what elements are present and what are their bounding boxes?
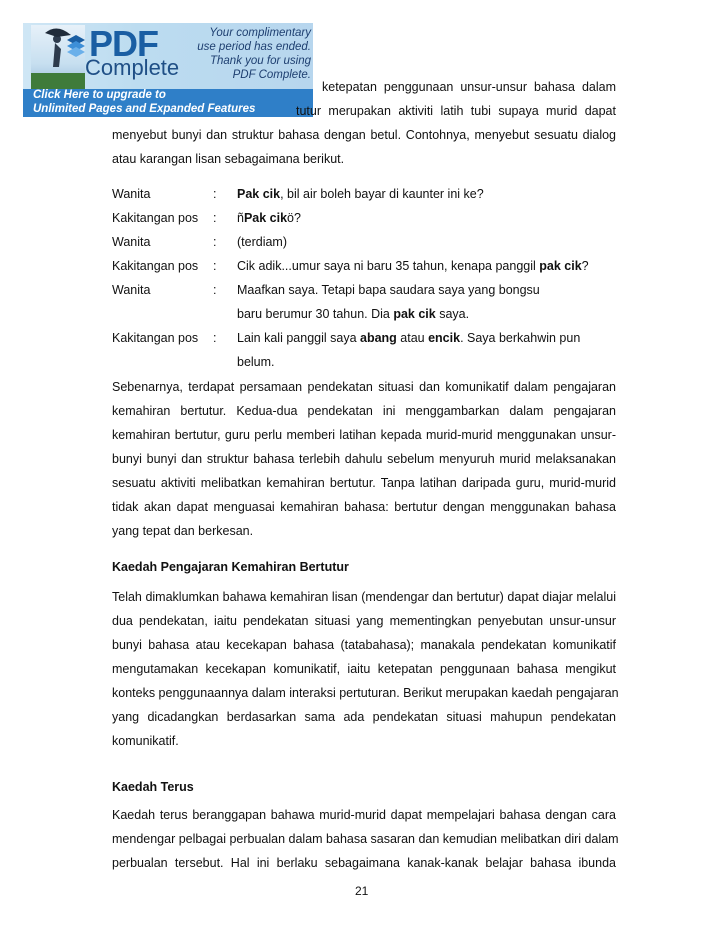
dialog-row [112,354,632,370]
text-line: mendengar pelbagai perbualan dalam bahasa sasaran dan kemudian melibatkan diri dalam [112,832,619,846]
section-heading: Kaedah Pengajaran Kemahiran Bertutur [112,560,349,574]
dialog-text [237,306,469,322]
dialog-speaker: Wanita [112,283,151,297]
dialog-text-part: Maafkan saya. Tetapi bapa saudara saya yang bongsu [237,283,540,297]
text-line: yang dicadangkan berdasarkan sama ada pendekatan situasi mahupun pendekatan [112,710,616,724]
text-line: atau karangan lisan sebagaimana berikut. [112,152,345,166]
text-line: kemahiran bertutur. Kedua-dua pendekatan ini menggambarkan dalam pengajaran [112,404,616,418]
dialog-text [237,186,484,202]
dialog-text [237,354,275,370]
dialog-row [112,210,632,226]
dialog-text-part: belum. [237,355,275,369]
text-line: Sebenarnya, terdapat persamaan pendekatan situasi dan komunikatif dalam pengajaran [112,380,616,394]
text-line: Telah dimaklumkan bahawa kemahiran lisan (mendengar dan bertutur) dapat diajar melalui [112,590,616,604]
text-line: tidak akan dapat menguasai kemahiran bahasa: bertutur dengan menggunakan bahasa [112,500,616,514]
dialog-colon: : [213,283,217,297]
dialog-emphasis: encik [428,331,461,345]
dialog-colon: : [213,331,217,345]
dialog-colon: : [213,259,217,273]
text-line: komunikatif. [112,734,179,748]
banner-header [23,23,313,95]
dialog-row [112,186,632,202]
dialog-row [112,330,632,346]
banner-message-line: PDF Complete. [232,69,311,81]
dialog-emphasis: pak cik [393,307,436,321]
text-line: dua pendekatan, iaitu pendekatan situasi yang mementingkan penyebutan unsur-unsur [112,614,616,628]
dialog-row [112,258,632,274]
dialog-text-part: (terdiam) [237,235,288,249]
dialog-text [237,330,580,346]
dialog-speaker: Kakitangan pos [112,211,199,225]
text-line: kemahiran bertutur, guru perlu memberi latihan kepada murid-murid menggunakan unsur- [112,428,616,442]
dialog-emphasis: abang [360,331,397,345]
dialog-text-part: ? [581,259,589,273]
pdf-logo-icon [65,33,87,64]
pdf-complete-banner[interactable] [23,23,313,117]
text-line: konteks penggunaannya dalam interaksi pertuturan. Berikut merupakan kaedah pengajaran [112,686,619,700]
banner-message [183,26,311,82]
dialog-text-part: baru berumur 30 tahun. Dia [237,307,394,321]
dialog-text-part: , bil air boleh bayar di kaunter ini ke? [280,187,484,201]
upgrade-link-area[interactable] [23,89,313,117]
upgrade-link-features[interactable]: Unlimited Pages and Expanded Features [33,103,256,115]
dialog-emphasis: Pak cik [243,211,288,225]
page-number: 21 [355,884,369,898]
dialog-speaker: Kakitangan pos [112,331,199,345]
dialog-colon: : [213,187,217,201]
dialog-speaker: Wanita [112,235,151,249]
dialog-colon: : [213,235,217,249]
text-line: ketepatan penggunaan unsur-unsur bahasa dalam [322,80,616,94]
dialog-text-part: ö? [287,211,301,225]
text-line: perbualan tersebut. Hal ini berlaku sebagaimana kanak-kanak belajar bahasa ibunda [112,856,616,870]
banner-message-line: Thank you for using [209,55,311,67]
banner-message-line: use period has ended. [197,41,311,53]
dialog-text [237,258,589,274]
dialog-text [237,282,540,298]
text-line: tutur merupakan aktiviti latih tubi supaya murid dapat [296,104,616,118]
text-line: bunyi bunyi dan struktur bahasa terlebih dahulu sebelum menyuruh murid melaksanakan [112,452,616,466]
dialog-text-part: saya. [435,307,470,321]
upgrade-link[interactable]: Click Here to upgrade to [33,89,166,101]
text-line: sesuatu aktiviti melibatkan kemahiran bertutur. Tanpa latihan daripada guru, murid-murid [112,476,616,490]
dialog-text-part: ñ [237,211,244,225]
dialog-speaker: Kakitangan pos [112,259,199,273]
text-line: menyebut bunyi dan struktur bahasa dengan betul. Contohnya, menyebut sesuatu dialog [112,128,616,142]
dialog-text-part: . Saya berkahwin pun [460,331,581,345]
dialog-text [237,210,301,226]
dialog-colon: : [213,211,217,225]
dialog-row [112,234,632,250]
text-line: Kaedah terus beranggapan bahawa murid-murid dapat mempelajari bahasa dengan cara [112,808,616,822]
dialog-emphasis: Pak cik [237,187,281,201]
text-line: bunyi bahasa atau kecekapan bahasa (tatabahasa); manakala pendekatan komunikatif [112,638,616,652]
text-line: mengutamakan kecekapan komunikatif, iaitu ketepatan penggunaan bahasa mengikut [112,662,616,676]
dialog-speaker: Wanita [112,187,151,201]
dialog-text-part: atau [396,331,429,345]
dialog-text-part: Lain kali panggil saya [237,331,360,345]
section-heading: Kaedah Terus [112,780,194,794]
dialog-text [237,234,287,250]
banner-message-line: Your complimentary [209,27,311,39]
dialog-row [112,282,632,298]
dialog-row [112,306,632,322]
dialog-emphasis: pak cik [539,259,582,273]
brand-complete: Complete [85,55,180,80]
dialog-text-part: Cik adik...umur saya ni baru 35 tahun, kenapa panggil [237,259,540,273]
text-line: yang tepat dan berkesan. [112,524,254,538]
brand-pdf: PDF [89,23,158,64]
